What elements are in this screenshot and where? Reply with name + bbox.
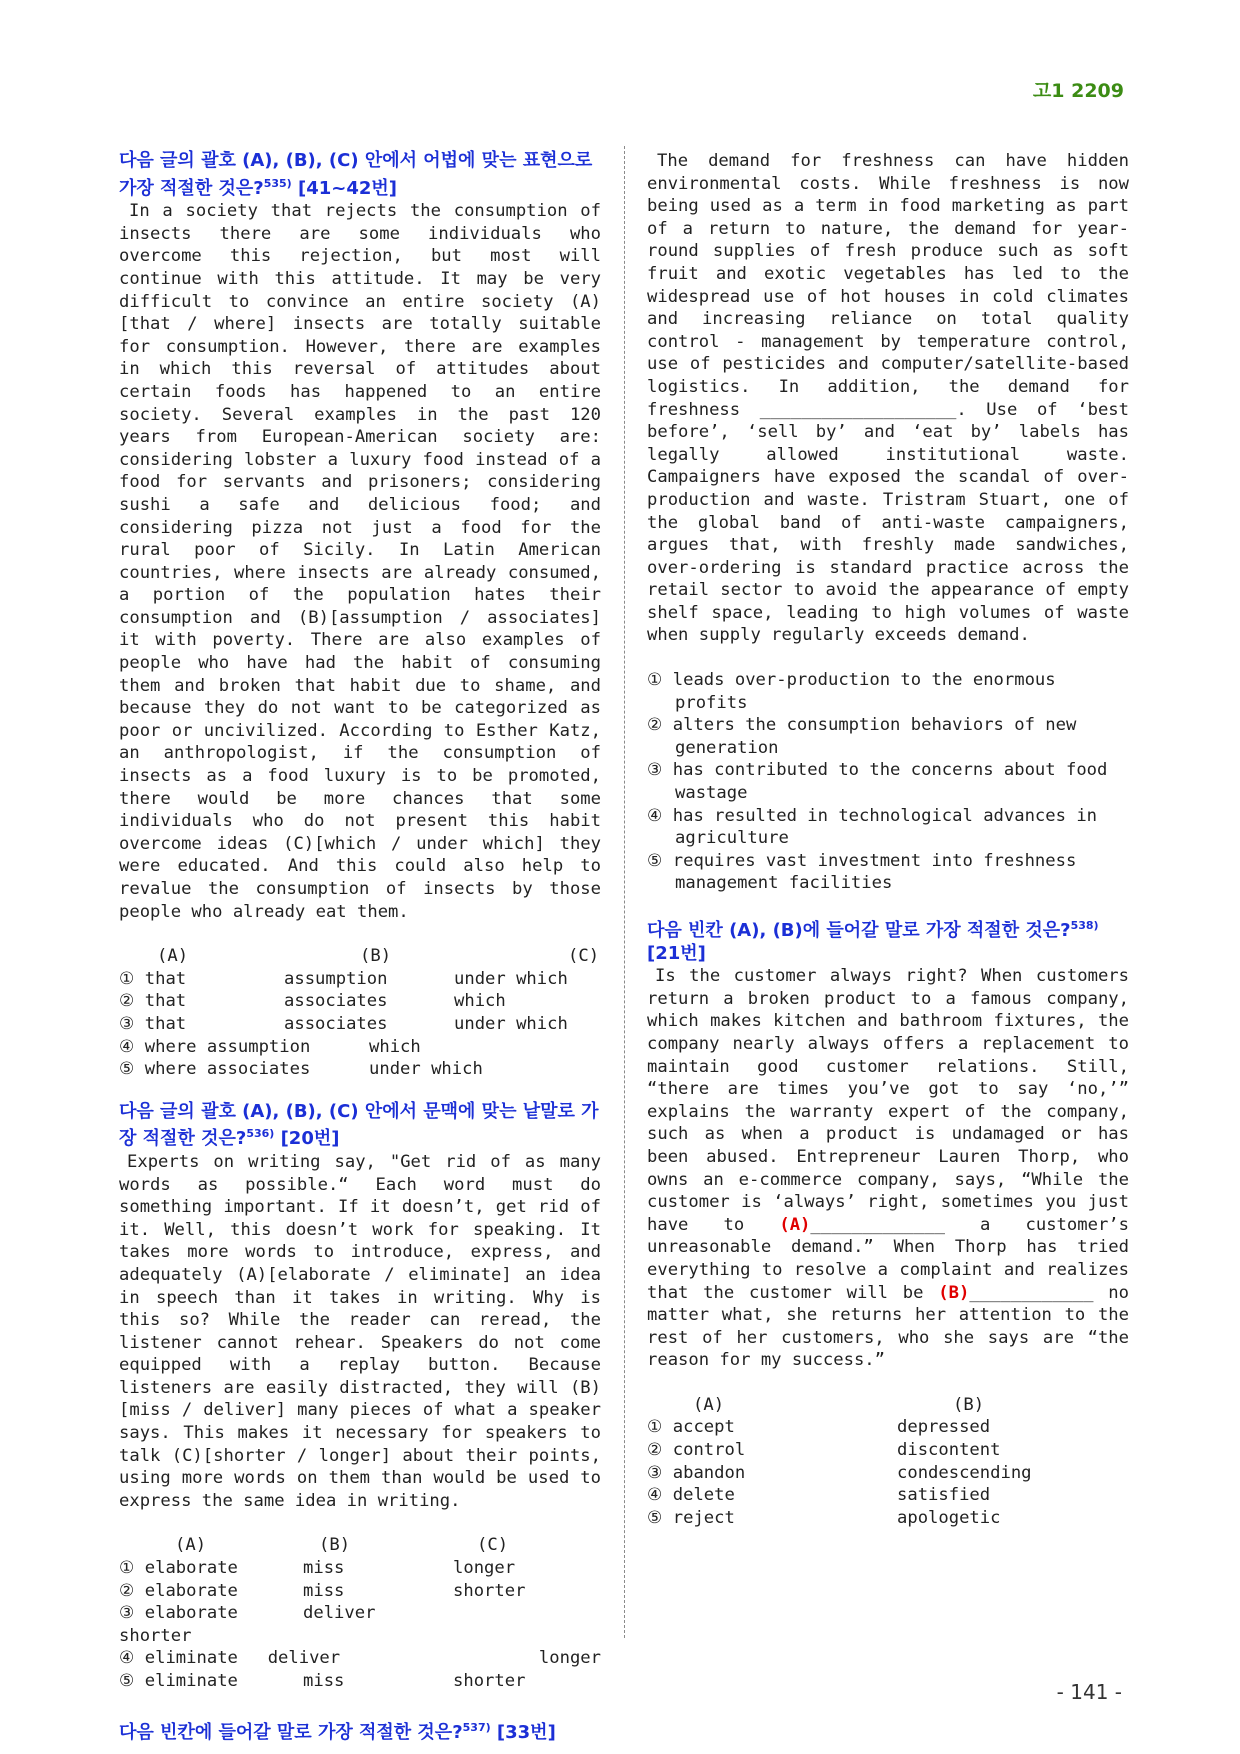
blank-a-line: _____________ <box>810 1214 945 1235</box>
question-537-option[interactable]: ③ has contributed to the concerns about food wastage <box>647 760 1108 804</box>
page-header-code: 고1 2209 <box>1032 80 1124 102</box>
question-536-option[interactable]: ③ elaborate deliver <box>119 1603 376 1624</box>
question-535-option[interactable]: ④ where assumption which <box>119 1036 421 1057</box>
question-537-title: 다음 빈칸에 들어갈 말로 가장 적절한 것은?$^{537)}$ [33번] <box>119 1720 556 1743</box>
question-535-option[interactable]: ② that associates which <box>119 991 506 1012</box>
question-538-option[interactable]: ④ delete satisfied <box>647 1485 991 1506</box>
question-537-option[interactable]: ① leads over-production to the enormous profits <box>647 670 1056 713</box>
question-535-title: 다음 글의 괄호 (A), (B), (C) 안에서 어법에 맞는 표현으로 가장 적절한 것은?$^{535)}$ [41~42번] <box>119 150 593 199</box>
question-537-passage: The demand for freshness can have hidden environmental costs. While freshness is now being used as a term in food marketing as part of a return to nature, the demand for year-round supplies of fresh produce such as soft fruit and exotic vegetables has led to the widespread use of hot houses in cold climates and increasing reliance on total quality control - management by temperature control, use of pesticides and computer/satellite-based logistics. In addition, the demand for freshness ___________________. Use of ‘best before’, ‘sell by’ and ‘eat by’ labels has legally allowed institutional waste. Campaigners have exposed the scandal of over-production and waste. Tristram Stuart, one of the global band of anti-waste campaigners, argues that, with freshly made sandwiches, over-ordering is standard practice across the retail sector to avoid the appearance of empty shelf space, leading to high volumes of waste when supply regularly exceeds demand. <box>647 151 1129 646</box>
question-536-title: 다음 글의 괄호 (A), (B), (C) 안에서 문맥에 맞는 낱말로 가장 적절한 것은?$^{536)}$ [20번] <box>119 1100 599 1150</box>
question-536-option-wrap: shorter <box>119 1625 192 1646</box>
question-536-option-header: (A) (B) (C) <box>175 1535 509 1556</box>
question-535-option[interactable]: ③ that associates under which <box>119 1013 568 1034</box>
question-536-option[interactable]: ⑤ eliminate miss shorter <box>119 1671 526 1691</box>
question-538-title: 다음 빈칸 (A), (B)에 들어갈 말로 가장 적절한 것은?$^{538)}$ [21번] <box>647 919 1099 964</box>
question-538-option[interactable]: ③ abandon condescending <box>647 1462 1032 1483</box>
question-538-option[interactable]: ② control discontent <box>647 1440 1001 1461</box>
right-column <box>647 150 1129 1529</box>
question-535-option-header: (A) (B) (C) <box>157 946 600 967</box>
left-column <box>119 150 601 1744</box>
question-536-option[interactable]: ② elaborate miss shorter <box>119 1580 526 1601</box>
question-537-option[interactable]: ④ has resulted in technological advances in agriculture <box>647 805 1098 849</box>
question-538-option-header: (A) (B) <box>693 1394 985 1415</box>
page-number: - 141 - <box>1056 1680 1122 1704</box>
question-536-option[interactable]: ① elaborate miss longer <box>119 1558 516 1579</box>
question-538-option[interactable]: ① accept depressed <box>647 1417 991 1438</box>
question-535-option[interactable]: ⑤ where associates under which <box>119 1059 483 1080</box>
column-divider <box>624 146 625 1638</box>
question-538-passage: Is the customer always right? When customers return a broken product to a famous company, which makes kitchen and bathroom fixtures, the company nearly always offers a replacement to maintain good customer relations. Still, “there are times you’ve got to say ‘no,’” explains the warranty expert of the company, such as when a product is undamaged or has been abused. Entrepreneur Lauren Thorp, who owns an e-commerce company, says, “While the customer is ‘always’ right, sometimes you just have to (A)_____________ a customer’s unreasonable demand.” When Thorp has tried everything to resolve a complaint and realizes that the customer will be (B)____________ no matter what, she returns her attention to the rest of her customers, who she says are “the reason for my success.” <box>647 966 1130 1371</box>
blank-b-line: ____________ <box>969 1282 1094 1303</box>
blank-b-label: (B) <box>938 1282 970 1303</box>
question-538-option[interactable]: ⑤ reject apologetic <box>647 1507 1001 1528</box>
question-537-option[interactable]: ② alters the consumption behaviors of new generation <box>647 715 1077 758</box>
question-536-option[interactable]: ④ eliminate deliver longer <box>119 1648 601 1669</box>
blank-a-label: (A) <box>779 1214 811 1235</box>
question-535-option[interactable]: ① that assumption under which <box>119 968 568 989</box>
question-537-option[interactable]: ⑤ requires vast investment into freshness management facilities <box>647 850 1077 894</box>
question-536-passage: Experts on writing say, "Get rid of as many words as possible.“ Each word must do something important. If it doesn’t, get rid of it. Well, this doesn’t work for speaking. It takes more words to introduce, express, and adequately (A)[elaborate / eliminate] an idea in speech than it takes in writing. Why is this so? While the reader can reread, the listener cannot rehear. Speakers do not come equipped with a replay button. Because listeners are easily distracted, they will (B)[miss / deliver] many pieces of what a speaker says. This makes it necessary for speakers to talk (C)[shorter / longer] about their points, using more words on them than would be used to express the same idea in writing. <box>119 1151 601 1511</box>
question-535-passage: In a society that rejects the consumption of insects there are some individuals who overcome this rejection, but most will continue with this attitude. It may be very difficult to convince an entire society (A)[that / where] insects are totally suitable for consumption. However, there are examples in which this reversal of attitudes about certain foods has happened to an entire society. Several examples in the past 120 years from European-American society are: considering lobster a luxury food instead of a food for servants and prisoners; considering sushi a safe and delicious food; and considering pizza not just a food for the rural poor of Sicily. In Latin American countries, where insects are already consumed, a portion of the population hates their consumption and (B)[assumption / associates] it with poverty. There are also examples of people who have had the habit of consuming them and broken that habit due to shame, and because they do not want to be categorized as poor or uncivilized. According to Esther Katz, an anthropologist, if the consumption of insects as a food luxury is to be promoted, there would be more chances that some individuals who do not present this habit overcome ideas (C)[which / under which] they were educated. And this could also help to revalue the consumption of insects by those people who already eat them. <box>119 201 601 922</box>
